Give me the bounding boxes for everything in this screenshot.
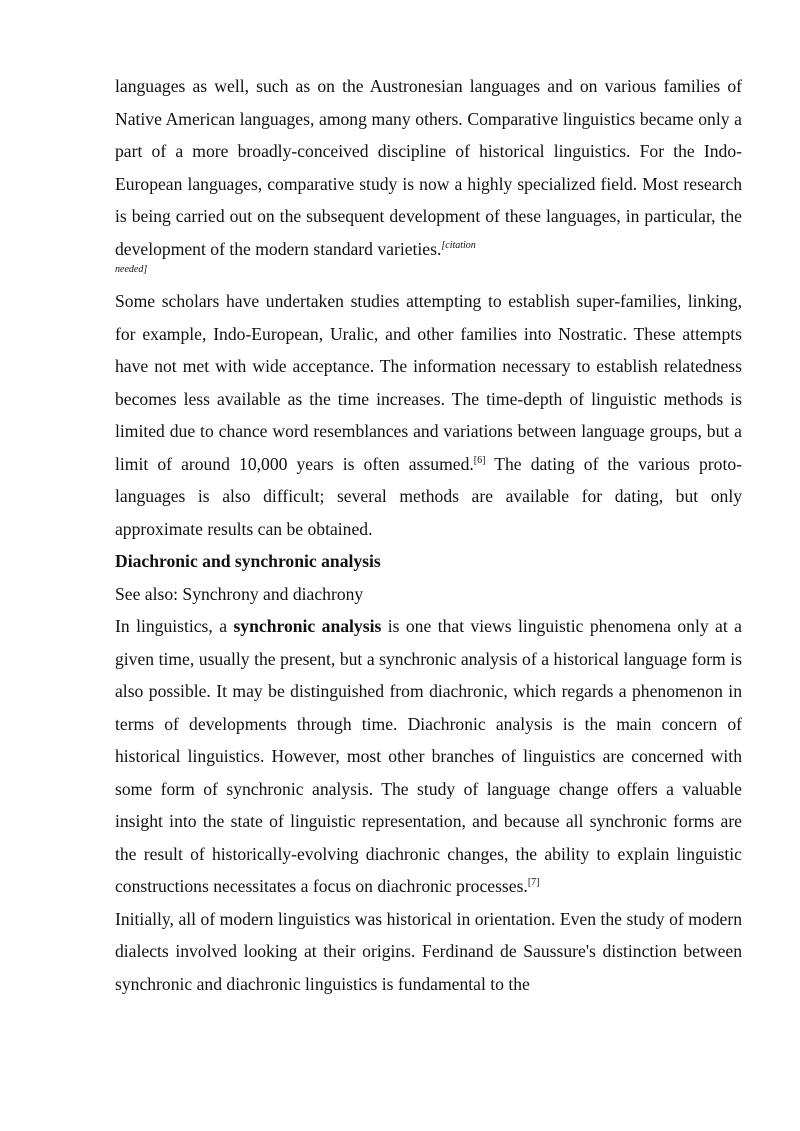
paragraph-comparative-linguistics <box>115 70 742 265</box>
see-also-link[interactable]: See also: Synchrony and diachrony <box>115 583 364 604</box>
citation-7[interactable]: [7] <box>527 877 540 888</box>
paragraph-historical-orientation: Initially, all of modern linguistics was historical in orientation. Even the study of modern dialects involved looking at their origins. Ferdinand de Saussure's distinction between synchronic and diachronic linguistics is fundamental to the <box>115 908 742 994</box>
paragraph-synchronic-analysis <box>115 610 742 903</box>
section-heading: Diachronic and synchronic analysis <box>115 551 381 571</box>
bold-term: synchronic analysis <box>233 616 382 636</box>
citation-needed-tail[interactable]: needed] <box>115 264 148 275</box>
paragraph-text-intro: In linguistics, a <box>115 616 234 636</box>
citation-6[interactable]: [6] <box>473 454 486 466</box>
citation-needed-marker[interactable]: [citation <box>441 239 476 251</box>
paragraph-text: languages as well, such as on the Austronesian languages and on various families of Native American languages, among many others. Comparative linguistics became only a part of a more broadly-conceived discipline of historical linguistics. For the Indo-European languages, comparative study is now a highly specialized field. Most research is being carried out on the subsequent development of these languages, in particular, the development of the modern standard varieties. <box>115 76 742 259</box>
paragraph-super-families <box>115 285 742 545</box>
paragraph-text: is one that views linguistic phenomena only at a given time, usually the present, but a synchronic analysis of a historical language form is also possible. It may be distinguished from diachronic, which regards a phenomenon in terms of developments through time. Diachronic analysis is the main concern of historical linguistics. However, most other branches of linguistics are concerned with some form of synchronic analysis. The study of language change offers a valuable insight into the state of linguistic representation, and because all synchronic forms are the result of historically-evolving diachronic changes, the ability to explain linguistic constructions necessitates a focus on diachronic processes. <box>115 616 742 896</box>
document-page <box>115 70 742 1000</box>
paragraph-text: Some scholars have undertaken studies attempting to establish super-families, linking, for example, Indo-European, Uralic, and other families into Nostratic. These attempts have not met with wide acceptance. The information necessary to establish relatedness becomes less available as the time increases. The time-depth of linguistic methods is limited due to chance word resemblances and variations between language groups, but a limit of around 10,000 years is often assumed. <box>115 291 742 474</box>
paragraph-text-continued: The dating of the various proto-languages is also difficult; several methods are available for dating, but only approximate results can be obtained. <box>115 453 742 539</box>
